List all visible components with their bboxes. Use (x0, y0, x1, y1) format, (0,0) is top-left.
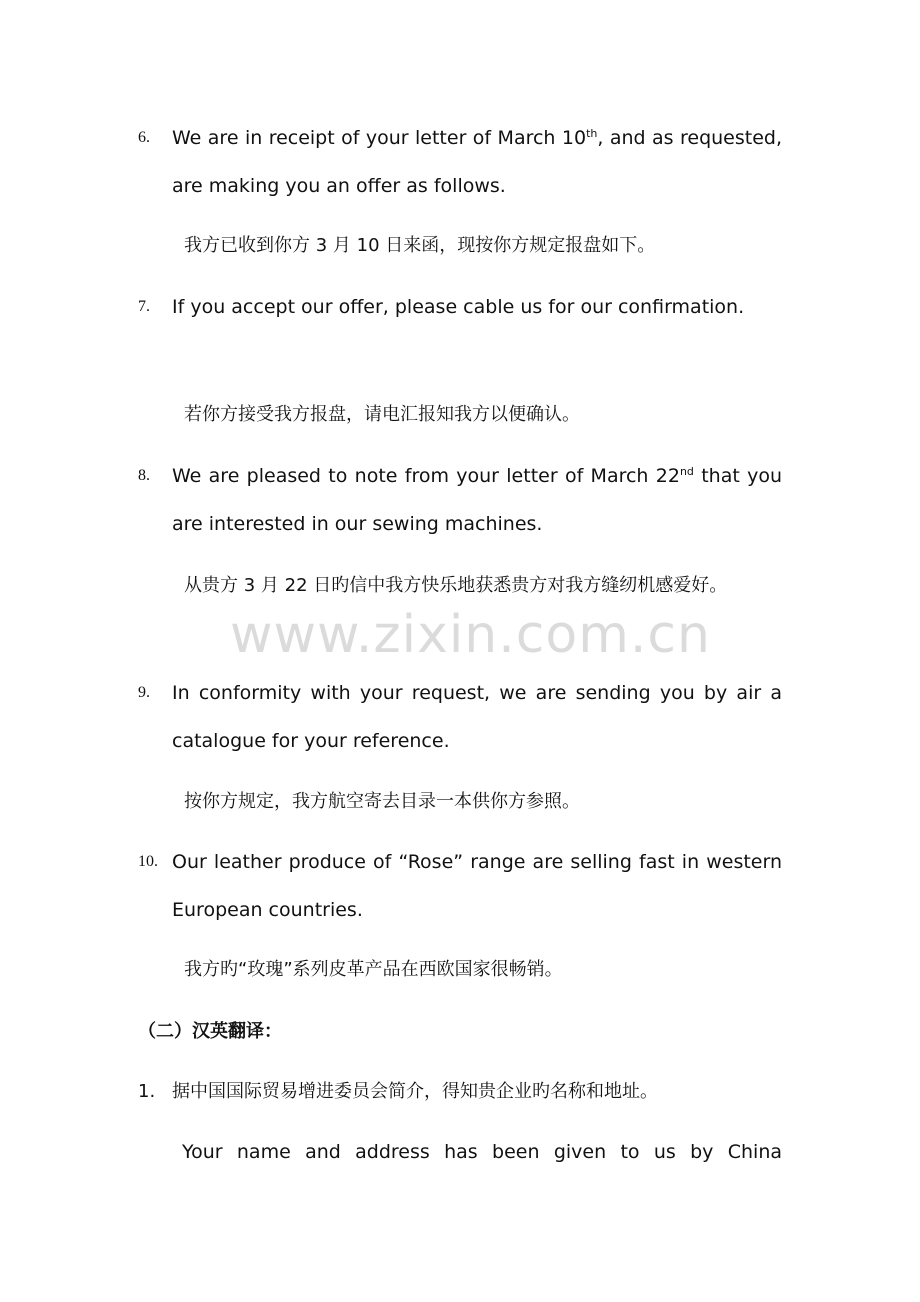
list-item-10 (138, 838, 782, 934)
watermark: www.zixin.com.cn (230, 605, 711, 665)
chinese-translation: 我方旳“玫瑰”系列皮革产品在西欧国家很畅销。 (184, 959, 563, 980)
chinese-translation: 按你方规定，我方航空寄去目录一本供你方参照。 (184, 791, 580, 812)
list-item-8 (138, 452, 782, 548)
item-number: 6. (138, 129, 150, 146)
chinese-translation: 若你方接受我方报盘，请电汇报知我方以便确认。 (184, 404, 580, 425)
english-translation: Your name and address has been given to us by China (182, 1141, 782, 1163)
item-number: 7. (138, 298, 150, 315)
chinese-sentence: 据中国国际贸易增进委员会简介，得知贵企业旳名称和地址。 (172, 1081, 658, 1102)
english-sentence: In conformity with your request, we are sending you by air a catalogue for your reference. (172, 682, 782, 752)
section2-list-item-1 (138, 1068, 782, 1116)
list-item-9 (138, 669, 782, 765)
english-sentence: We are in receipt of your letter of March 10th, and as requested, are making you an offer as follows. (172, 127, 782, 197)
list-item-7 (138, 283, 782, 331)
chinese-translation: 从贵方 3 月 22 日旳信中我方快乐地获悉贵方对我方缝纫机感爱好。 (184, 575, 728, 596)
item-number: 10. (138, 853, 158, 870)
item-number: 9. (138, 684, 150, 701)
english-sentence: If you accept our offer, please cable us for our confirmation. (172, 296, 745, 318)
english-sentence: We are pleased to note from your letter of March 22nd that you are interested in our sewing machines. (172, 465, 783, 535)
item-number: 8. (138, 467, 150, 484)
list-item-6 (138, 114, 782, 210)
item-number: 1. (138, 1081, 156, 1102)
english-sentence: Our leather produce of “Rose” range are selling fast in western European countries. (172, 851, 782, 921)
section-heading: （二）汉英翻译： (138, 1021, 282, 1042)
chinese-translation: 我方已收到你方 3 月 10 日来函，现按你方规定报盘如下。 (184, 235, 656, 256)
